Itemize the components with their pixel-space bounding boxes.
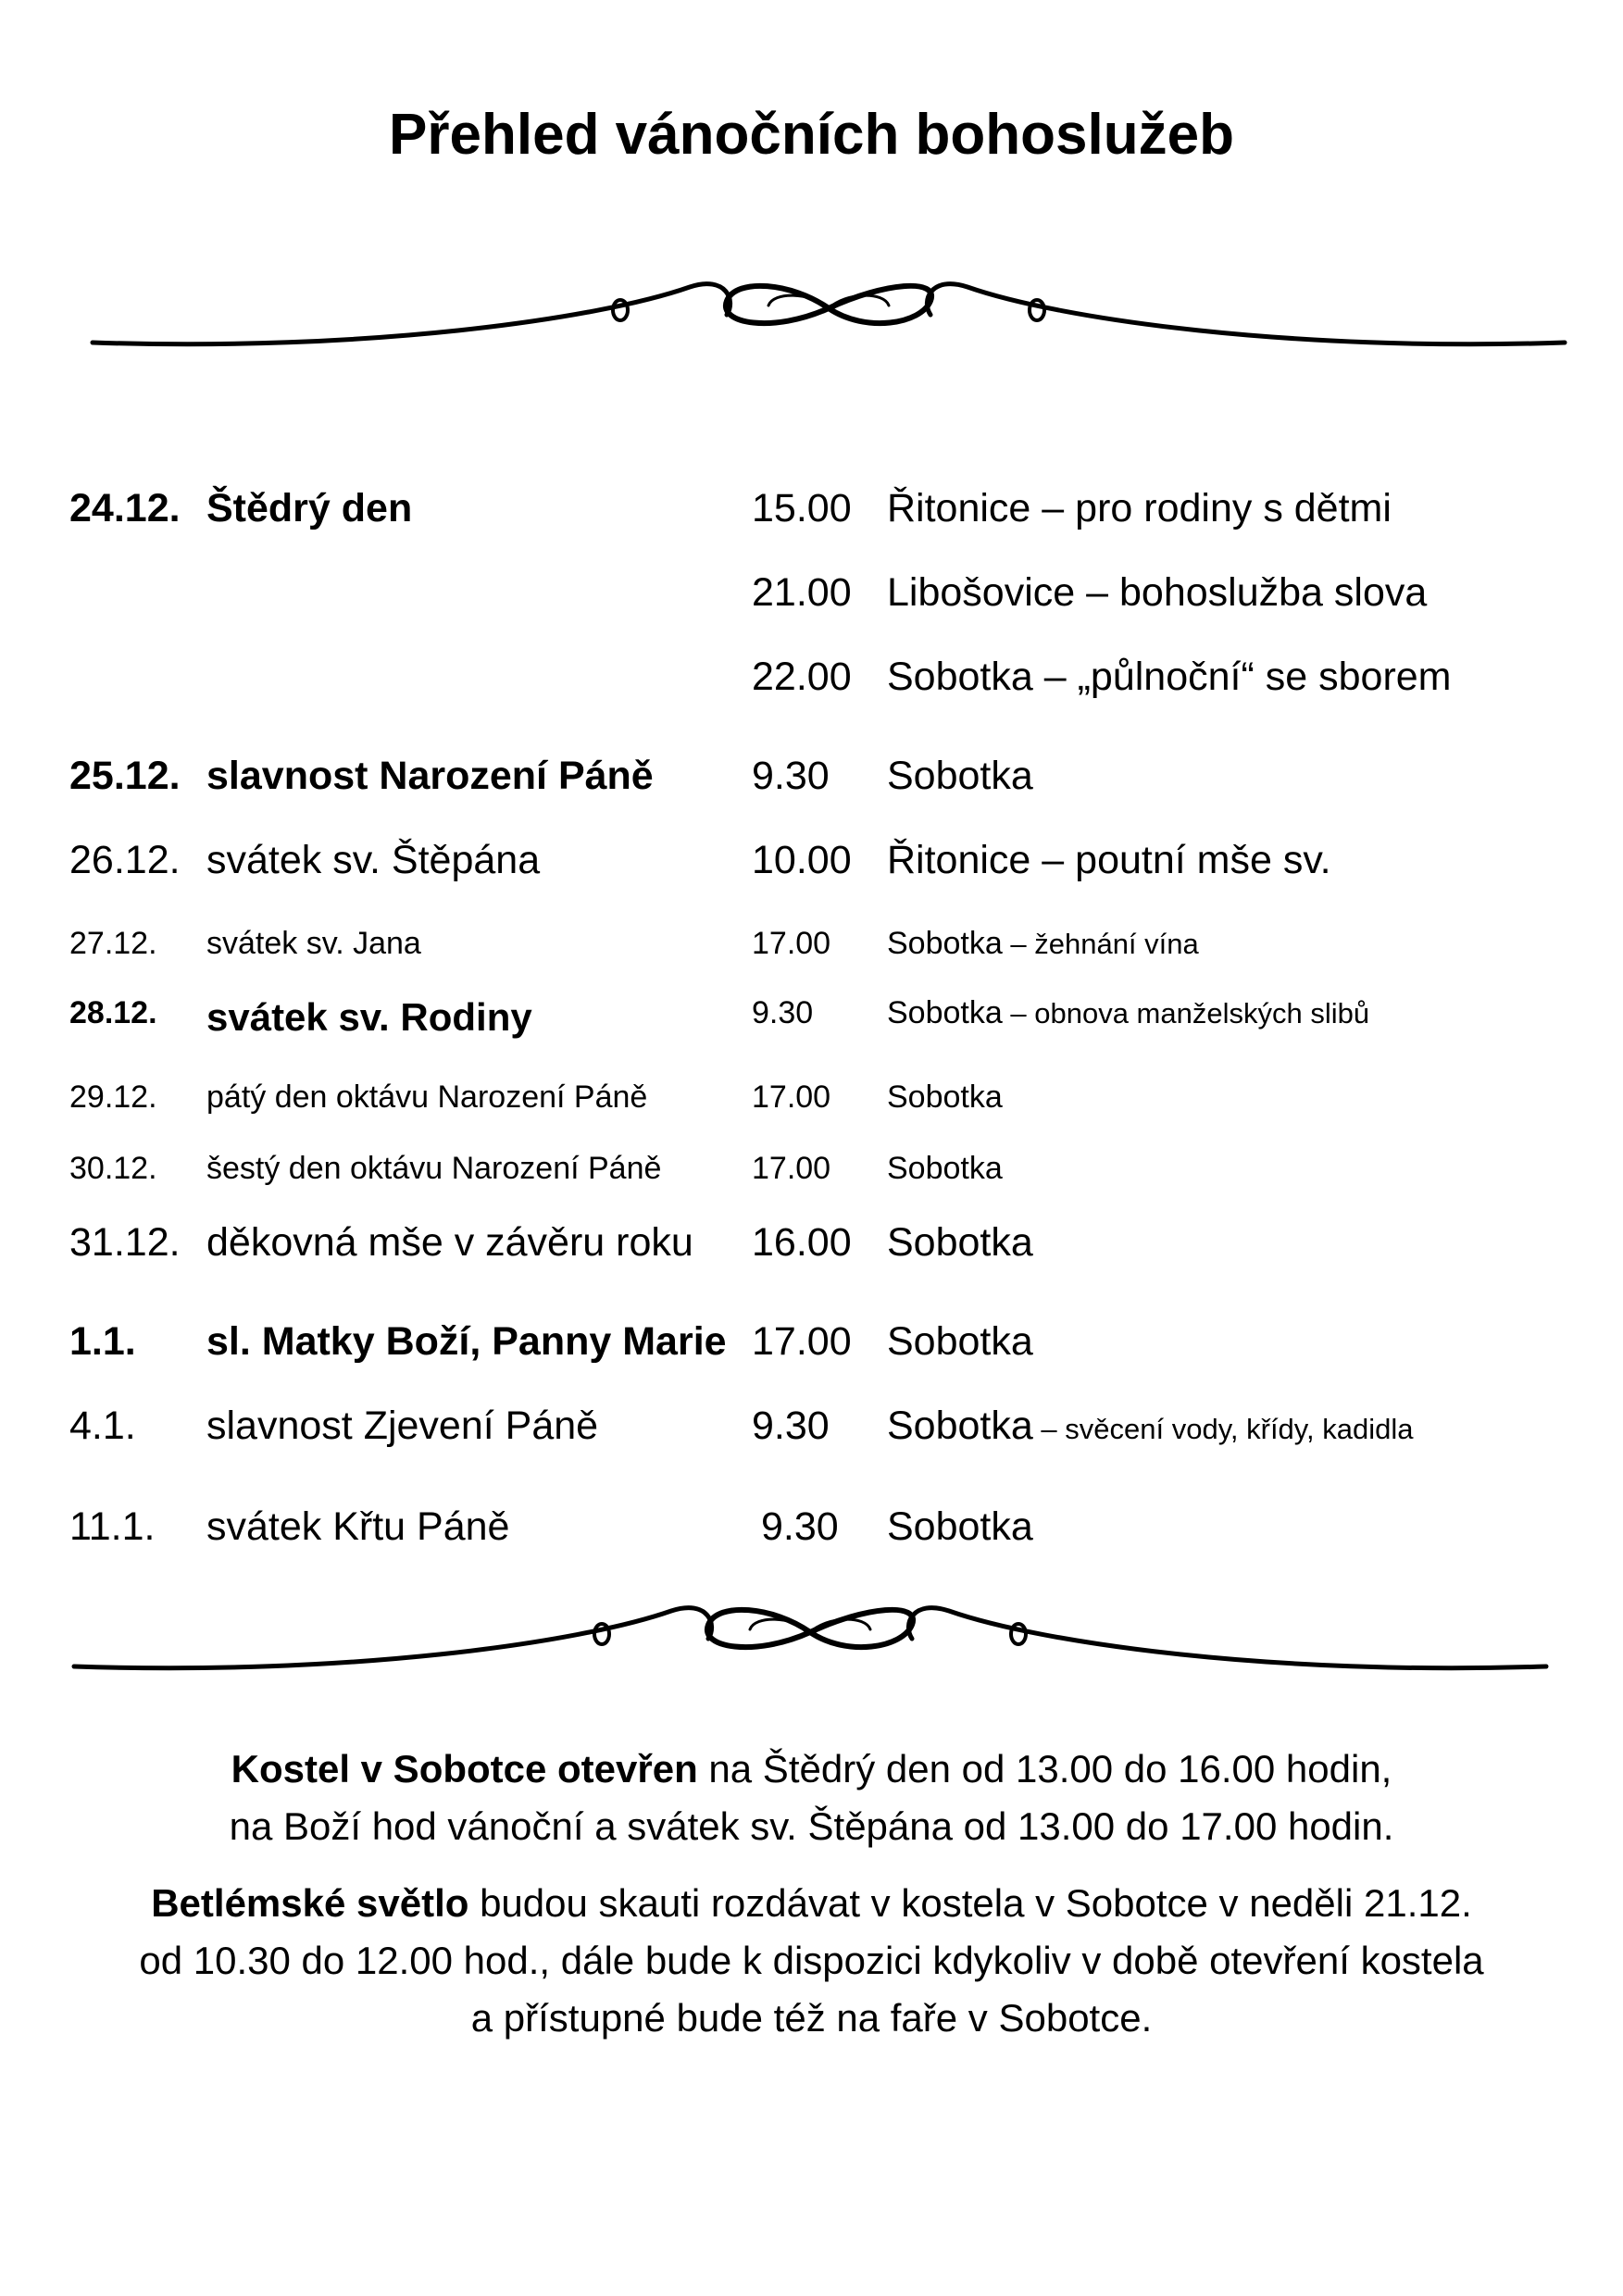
schedule-event: šestý den oktávu Narození Páně bbox=[206, 1151, 662, 1186]
schedule-note: – žehnání vína bbox=[1002, 928, 1199, 960]
schedule-place: Sobotka bbox=[887, 1504, 1033, 1549]
schedule-event: svátek Křtu Páně bbox=[206, 1504, 510, 1549]
schedule-place: Sobotka bbox=[887, 1220, 1033, 1265]
schedule-time: 9.30 bbox=[761, 1504, 839, 1549]
page-title: Přehled vánočních bohoslužeb bbox=[389, 103, 1234, 167]
bethlehem-light-heading: Betlémské světlo bbox=[151, 1881, 469, 1925]
bethlehem-light-text-line3: a přístupné bude též na faře v Sobotce. bbox=[470, 1996, 1153, 2040]
schedule-time: 9.30 bbox=[752, 1404, 830, 1448]
schedule-date: 26.12. bbox=[69, 838, 181, 882]
schedule-event: svátek sv. Rodiny bbox=[206, 995, 532, 1039]
schedule-note: – svěcení vody, křídy, kadidla bbox=[1032, 1413, 1414, 1445]
schedule-event: slavnost Zjevení Páně bbox=[206, 1404, 599, 1448]
schedule-place: Řitonice – poutní mše sv. bbox=[887, 838, 1331, 882]
schedule-date: 11.1. bbox=[69, 1504, 156, 1549]
church-open-text-line2: na Boží hod vánoční a svátek sv. Štěpána od 13.00 do 17.00 hodin. bbox=[229, 1804, 1394, 1848]
ornament-divider-bottom bbox=[69, 1588, 1551, 1690]
schedule-place: Libošovice – bohoslužba slova bbox=[887, 570, 1428, 615]
schedule-date: 30.12. bbox=[69, 1151, 157, 1186]
church-open-heading: Kostel v Sobotce otevřen bbox=[231, 1747, 698, 1791]
schedule-date: 1.1. bbox=[69, 1319, 136, 1364]
schedule-time: 10.00 bbox=[752, 838, 852, 882]
schedule-time: 17.00 bbox=[752, 926, 831, 961]
schedule-date: 27.12. bbox=[69, 926, 157, 961]
church-opening-info bbox=[0, 1741, 1623, 1855]
schedule-place: Sobotka bbox=[887, 995, 1003, 1030]
schedule-date: 31.12. bbox=[69, 1220, 181, 1265]
schedule-time: 21.00 bbox=[752, 570, 852, 615]
schedule-time: 9.30 bbox=[752, 754, 830, 798]
schedule-date: 24.12. bbox=[69, 486, 181, 530]
schedule-event: slavnost Narození Páně bbox=[206, 754, 654, 798]
schedule-note: – obnova manželských slibů bbox=[1002, 997, 1370, 1029]
schedule-place-with-note bbox=[887, 995, 1369, 1031]
bethlehem-light-text-line2: od 10.30 do 12.00 hod., dále bude k dispozici kdykoliv v době otevření kostela bbox=[139, 1939, 1484, 1982]
schedule-place-with-note bbox=[887, 1404, 1413, 1449]
schedule-time: 16.00 bbox=[752, 1220, 852, 1265]
schedule-event: svátek sv. Jana bbox=[206, 926, 421, 961]
bethlehem-light-info bbox=[0, 1875, 1623, 2047]
schedule-date: 4.1. bbox=[69, 1404, 136, 1448]
schedule-time: 17.00 bbox=[752, 1151, 831, 1186]
schedule-place: Sobotka bbox=[887, 1079, 1003, 1115]
schedule-event: Štědrý den bbox=[206, 486, 413, 530]
schedule-time: 17.00 bbox=[752, 1319, 852, 1364]
schedule-place: Sobotka bbox=[887, 1151, 1003, 1186]
schedule-date: 29.12. bbox=[69, 1079, 157, 1115]
church-open-text: na Štědrý den od 13.00 do 16.00 hodin, bbox=[697, 1747, 1392, 1791]
ornament-divider-top bbox=[88, 264, 1569, 366]
schedule-time: 9.30 bbox=[752, 995, 814, 1030]
schedule-place: Řitonice – pro rodiny s dětmi bbox=[887, 486, 1392, 530]
schedule-time: 15.00 bbox=[752, 486, 852, 530]
schedule-date: 28.12. bbox=[69, 995, 157, 1030]
schedule-place: Sobotka bbox=[887, 926, 1003, 961]
schedule-place: Sobotka bbox=[887, 1319, 1033, 1364]
schedule-time: 22.00 bbox=[752, 655, 852, 699]
schedule-place: Sobotka bbox=[887, 754, 1033, 798]
schedule-time: 17.00 bbox=[752, 1079, 831, 1115]
schedule-event: pátý den oktávu Narození Páně bbox=[206, 1079, 648, 1115]
schedule-place: Sobotka – „půlnoční“ se sborem bbox=[887, 655, 1452, 699]
schedule-place: Sobotka bbox=[887, 1404, 1033, 1448]
schedule-place-with-note bbox=[887, 926, 1199, 962]
schedule-event: sl. Matky Boží, Panny Marie bbox=[206, 1319, 727, 1364]
schedule-event: svátek sv. Štěpána bbox=[206, 838, 541, 882]
bethlehem-light-text: budou skauti rozdávat v kostela v Sobotce v neděli 21.12. bbox=[468, 1881, 1472, 1925]
schedule-event: děkovná mše v závěru roku bbox=[206, 1220, 693, 1265]
schedule-date: 25.12. bbox=[69, 754, 181, 798]
